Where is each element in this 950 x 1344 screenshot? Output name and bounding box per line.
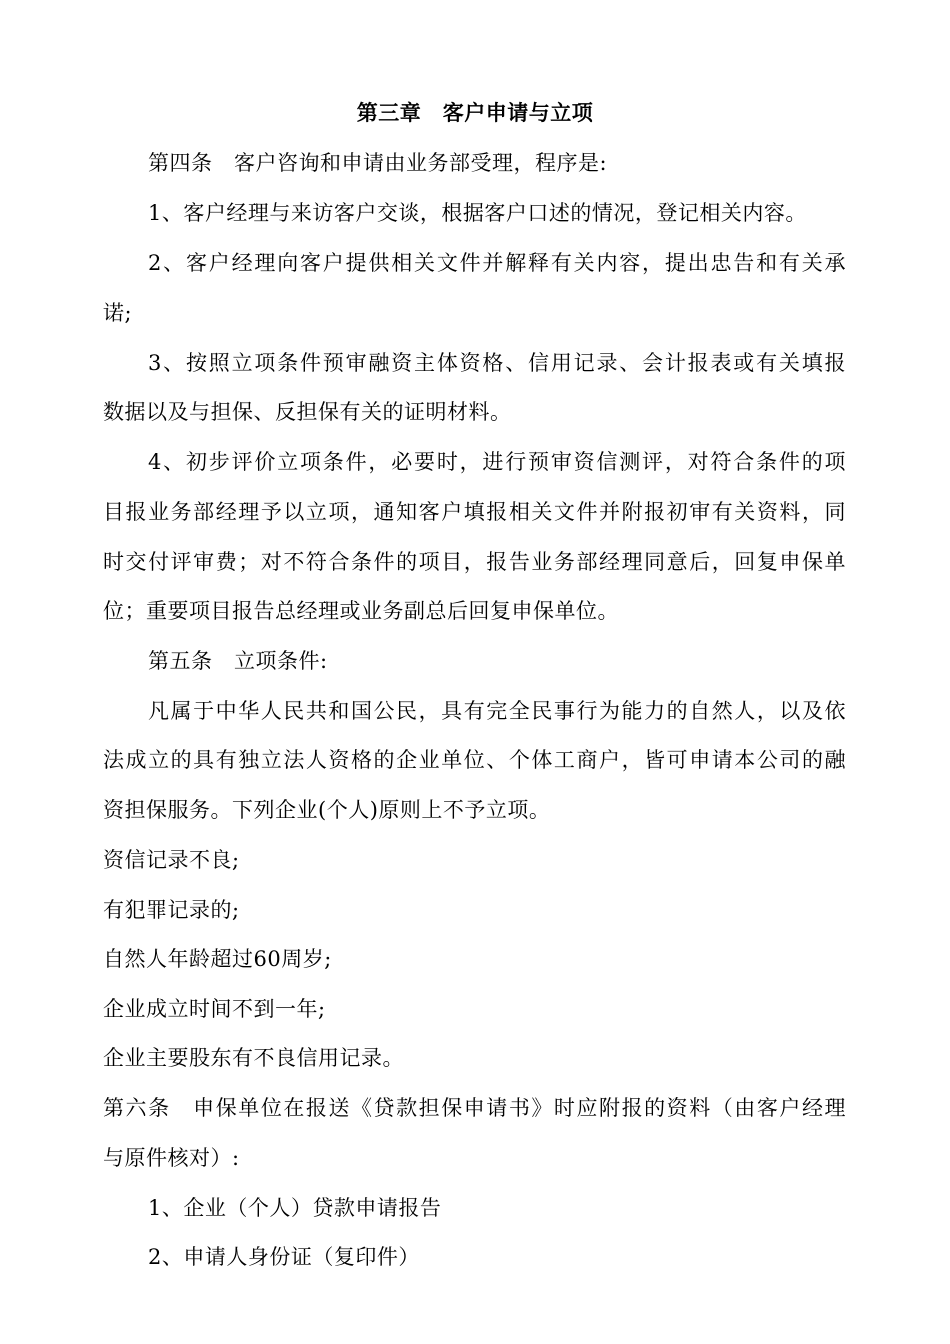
exclusion-item: 资信记录不良; — [103, 848, 240, 872]
article-4-item-2-line-2: 诺; — [103, 301, 133, 325]
exclusion-item: 有犯罪记录的; — [103, 898, 240, 922]
article-5-para-line-3: 资担保服务。下列企业(个人)原则上不予立项。 — [103, 798, 551, 822]
article-4-item-3-line-1: 3、按照立项条件预审融资主体资格、信用记录、会计报表或有关填报 — [148, 351, 846, 375]
article-4-item-4-line-2: 目报业务部经理予以立项，通知客户填报相关文件并附报初审有关资料，同 — [103, 500, 846, 524]
article-6-item: 1、企业（个人）贷款申请报告 — [148, 1196, 442, 1220]
article-4-item-4-line-1: 4、初步评价立项条件，必要时，进行预审资信测评，对符合条件的项 — [148, 450, 846, 474]
article-5-para-line-1: 凡属于中华人民共和国公民，具有完全民事行为能力的自然人，以及依 — [148, 699, 846, 723]
article-4-item-3-line-2: 数据以及与担保、反担保有关的证明材料。 — [103, 400, 512, 424]
article-6-heading-line-2: 与原件核对）: — [103, 1146, 240, 1170]
article-4-item-4-line-3: 时交付评审费；对不符合条件的项目，报告业务部经理同意后，回复申保单 — [103, 550, 846, 574]
article-6-item: 2、申请人身份证（复印件） — [148, 1245, 420, 1269]
article-5-heading: 第五条 立项条件: — [148, 649, 328, 673]
chapter-title: 第三章 客户申请与立项 — [356, 100, 594, 125]
article-5-para-line-2: 法成立的具有独立法人资格的企业单位、个体工商户，皆可申请本公司的融 — [103, 748, 846, 772]
exclusion-item: 企业主要股东有不良信用记录。 — [103, 1046, 404, 1070]
exclusion-item: 企业成立时间不到一年; — [103, 997, 326, 1021]
article-6-heading-line-1: 第六条 申保单位在报送《贷款担保申请书》时应附报的资料（由客户经理 — [103, 1096, 846, 1120]
article-4-item-1: 1、客户经理与来访客户交谈，根据客户口述的情况，登记相关内容。 — [148, 201, 807, 225]
article-4-heading: 第四条 客户咨询和申请由业务部受理，程序是: — [148, 151, 608, 175]
article-4-item-4-line-4: 位；重要项目报告总经理或业务副总后回复申保单位。 — [103, 599, 619, 623]
article-4-item-2-line-1: 2、客户经理向客户提供相关文件并解释有关内容，提出忠告和有关承 — [148, 251, 846, 275]
exclusion-item: 自然人年龄超过60周岁; — [103, 947, 332, 971]
